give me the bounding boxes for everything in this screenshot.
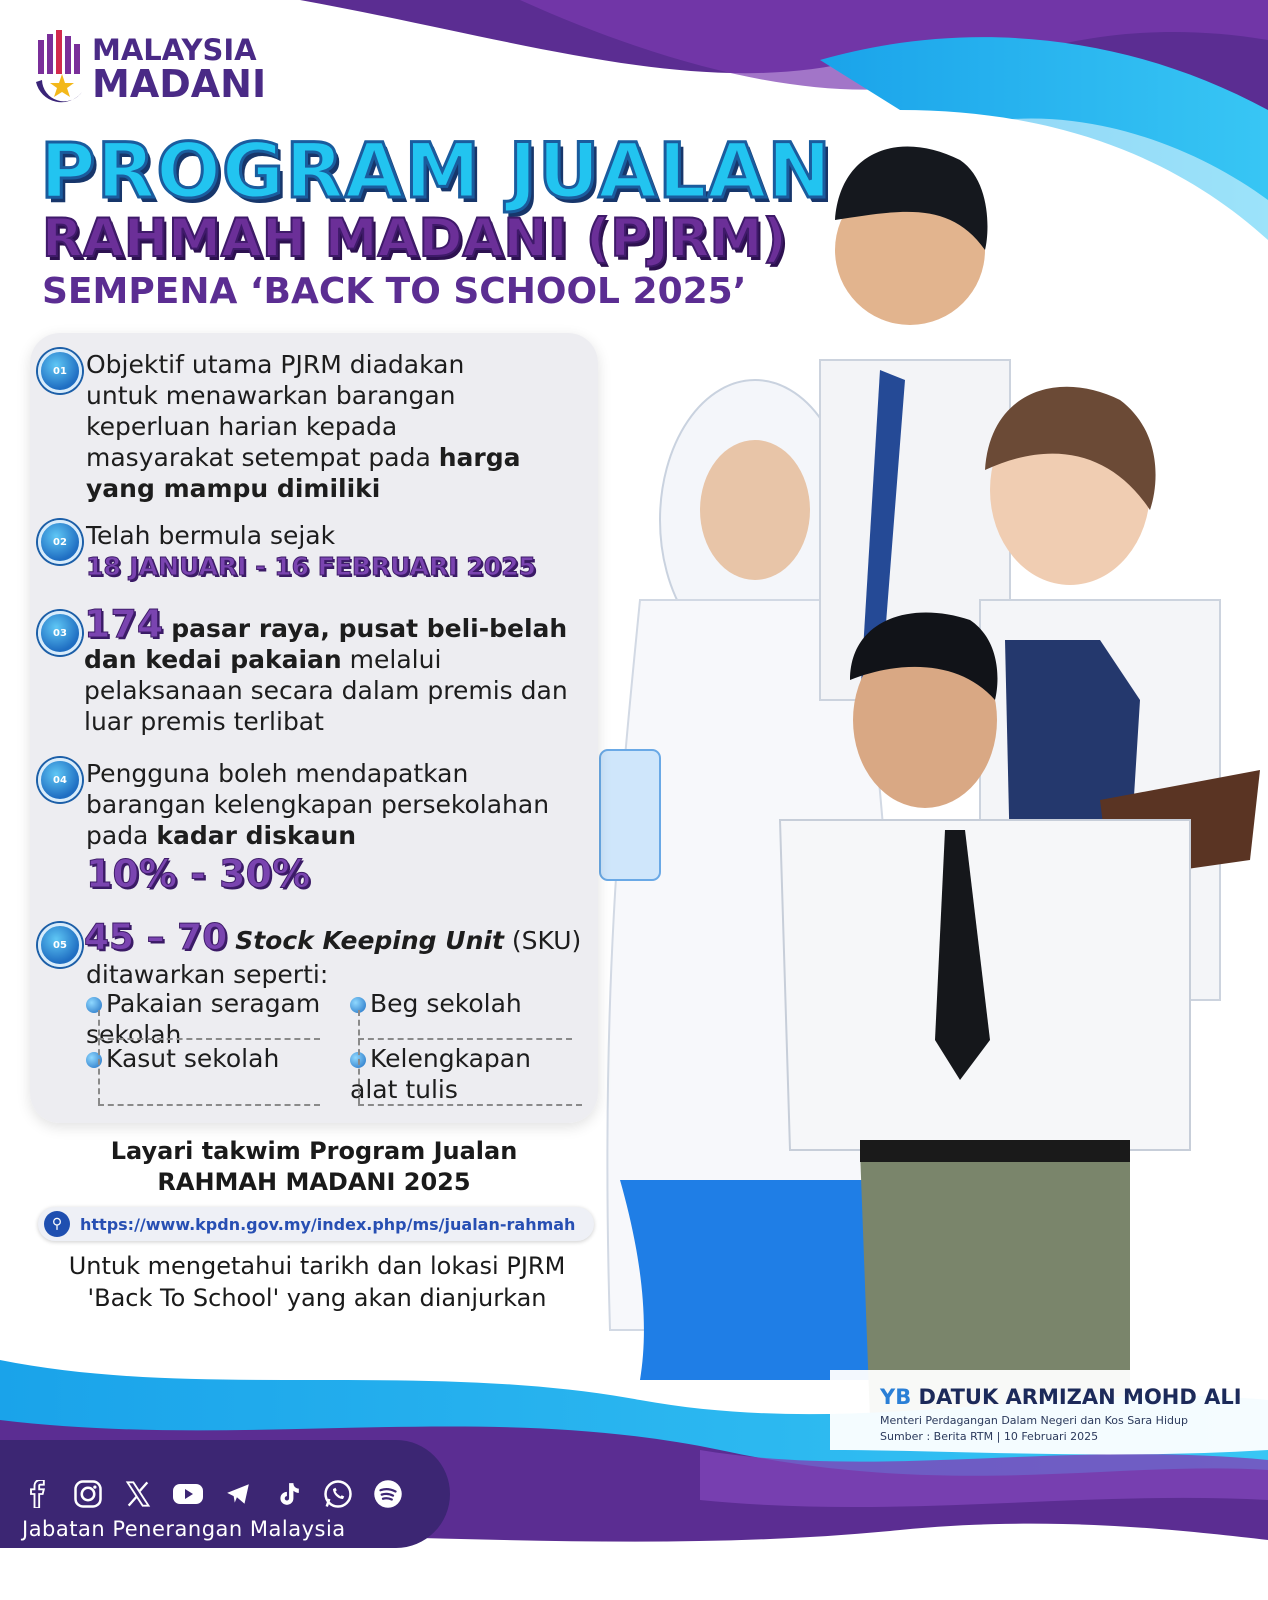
point-5-number: 45 – 70 xyxy=(84,917,228,958)
point-2 xyxy=(86,520,566,582)
whatsapp-icon[interactable] xyxy=(320,1476,356,1512)
layari-text xyxy=(40,1136,588,1198)
title-line1: PROGRAM JUALAN xyxy=(40,126,832,215)
divider xyxy=(358,1038,572,1040)
credit-name xyxy=(880,1385,1242,1409)
tiktok-icon[interactable] xyxy=(270,1476,306,1512)
point-1-text: Objektif utama PJRM diadakan untuk menawarkan barangan keperluan harian kepada masyarakat setempat pada xyxy=(86,350,465,472)
youtube-icon[interactable] xyxy=(170,1476,206,1512)
point-2-text: Telah bermula sejak xyxy=(86,521,336,550)
title-line2: RAHMAH MADANI (PJRM) xyxy=(42,208,787,269)
point-5 xyxy=(84,918,584,958)
point-5-suffix: (SKU) xyxy=(511,926,582,955)
logo-wordmark xyxy=(92,33,267,106)
sku-item-2: Beg sekolah xyxy=(350,988,580,1019)
credit-role: Menteri Perdagangan Dalam Negeri dan Kos Sara Hidup xyxy=(880,1414,1188,1427)
x-icon[interactable] xyxy=(120,1476,156,1512)
layari-line2: RAHMAH MADANI 2025 xyxy=(157,1168,471,1196)
point-2-badge: 02 xyxy=(38,520,82,564)
telegram-icon[interactable] xyxy=(220,1476,256,1512)
divider xyxy=(98,1104,320,1106)
facebook-icon[interactable] xyxy=(20,1476,56,1512)
point-3-number: 174 xyxy=(84,602,164,646)
divider xyxy=(358,1104,582,1106)
point-5-line2: ditawarkan seperti: xyxy=(86,960,329,989)
logo-line1: MALAYSIA xyxy=(92,33,257,67)
divider xyxy=(358,1010,360,1104)
spotify-icon[interactable] xyxy=(370,1476,406,1512)
point-4 xyxy=(86,758,556,897)
divider xyxy=(98,1038,320,1040)
search-icon: ⚲ xyxy=(44,1211,70,1237)
point-3-badge: 03 xyxy=(38,611,82,655)
point-3-bold: pasar raya, pusat beli-belah dan kedai pakaian xyxy=(84,614,568,674)
credit-details xyxy=(880,1413,1188,1445)
divider xyxy=(98,1010,100,1104)
title-line3: SEMPENA ‘BACK TO SCHOOL 2025’ xyxy=(42,271,747,312)
logo-line2: MADANI xyxy=(92,62,267,106)
sku-item-3: Kasut sekolah xyxy=(86,1043,346,1074)
credit-source: Sumber : Berita RTM | 10 Februari 2025 xyxy=(880,1430,1099,1443)
point-4-text: Pengguna boleh mendapatkan barangan kelengkapan persekolahan pada xyxy=(86,759,550,850)
credit-yb: YB xyxy=(880,1385,912,1409)
organization-name: Jabatan Penerangan Malaysia xyxy=(22,1517,346,1541)
social-icons xyxy=(20,1476,406,1512)
point-2-date: 18 JANUARI - 16 FEBRUARI 2025 xyxy=(86,552,536,581)
untuk-line1: Untuk mengetahui tarikh dan lokasi PJRM xyxy=(68,1252,566,1280)
layari-line1: Layari takwim Program Jualan xyxy=(110,1137,518,1165)
point-4-discount: 10% - 30% xyxy=(86,852,311,896)
point-1 xyxy=(86,349,526,504)
point-4-bold: kadar diskaun xyxy=(156,821,357,850)
untuk-line2: 'Back To School' yang akan dianjurkan xyxy=(87,1284,547,1312)
credit-fullname: DATUK ARMIZAN MOHD ALI xyxy=(918,1385,1242,1409)
url-link[interactable]: https://www.kpdn.gov.my/index.php/ms/jualan-rahmah xyxy=(80,1214,576,1234)
sku-item-4: Kelengkapan alat tulis xyxy=(350,1044,531,1104)
point-3-rest: melalui pelaksanaan secara dalam premis dan luar premis terlibat xyxy=(84,645,568,736)
untuk-text xyxy=(34,1250,600,1314)
point-1-bold: harga yang mampu dimiliki xyxy=(86,443,521,503)
point-5-italic: Stock Keeping Unit xyxy=(235,926,504,955)
instagram-icon[interactable] xyxy=(70,1476,106,1512)
point-4-badge: 04 xyxy=(38,758,82,802)
point-1-badge: 01 xyxy=(38,349,82,393)
sku-item-1: Pakaian seragam sekolah xyxy=(86,989,321,1049)
point-3 xyxy=(84,602,574,737)
url-box[interactable] xyxy=(38,1207,594,1241)
point-5-badge: 05 xyxy=(38,923,82,967)
